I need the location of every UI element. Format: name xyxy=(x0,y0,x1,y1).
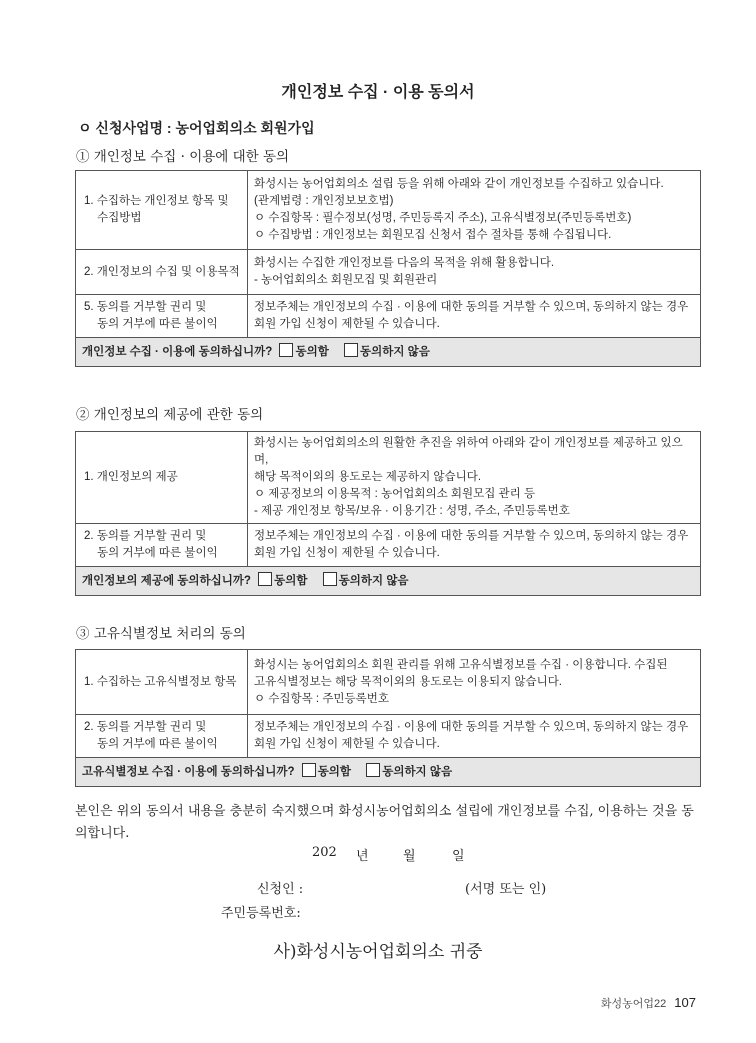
consent-question: 개인정보 수집 · 이용에 동의하십니까? 동의함 동의하지 않음 xyxy=(76,338,701,367)
disagree-label: 동의하지 않음 xyxy=(360,346,430,358)
row-content: 화성시는 수집한 개인정보를 다음의 목적을 위해 활용합니다. - 농어업회의소 회원모집 및 회원관리 xyxy=(248,250,701,295)
row-label: 2. 동의를 거부할 권리 및 동의 거부에 따른 불이익 xyxy=(76,524,248,567)
page-number: 107 xyxy=(674,995,696,1010)
agree-label: 동의함 xyxy=(295,346,329,358)
section-1-heading: ① 개인정보 수집 · 이용에 대한 동의 xyxy=(76,149,290,165)
section-1-table xyxy=(75,170,701,367)
table-row xyxy=(76,250,701,295)
disagree-label: 동의하지 않음 xyxy=(338,575,409,587)
section-2-heading: ② 개인정보의 제공에 관한 동의 xyxy=(76,407,264,423)
program-name-heading: ㅇ 신청사업명 : 농어업회의소 회원가입 xyxy=(78,120,315,136)
date-day-unit: 일 xyxy=(452,849,465,864)
consent-question-row xyxy=(76,567,701,596)
table-row xyxy=(76,295,701,338)
disagree-checkbox[interactable] xyxy=(344,343,358,357)
agree-checkbox[interactable] xyxy=(279,343,293,357)
publication-name: 화성농어업22 xyxy=(600,998,667,1010)
row-content: 화성시는 농어업회의소 회원 관리를 위해 고유식별정보를 수집 · 이용합니다. 수집된 고유식별정보는 해당 목적이외의 용도로는 이용되지 않습니다. ㅇ 수집항목 : 주민등록번호 xyxy=(248,650,701,715)
row-label: 5. 동의를 거부할 권리 및 동의 거부에 따른 불이익 xyxy=(76,295,248,338)
signature-note: (서명 또는 인) xyxy=(465,882,547,897)
table-row xyxy=(76,715,701,758)
consent-question: 개인정보의 제공에 동의하십니까? 동의함 동의하지 않음 xyxy=(76,567,701,596)
agree-label: 동의함 xyxy=(274,575,308,587)
disagree-checkbox[interactable] xyxy=(366,763,380,777)
disagree-label: 동의하지 않음 xyxy=(382,766,453,778)
addressee: 사)화성시농어업회의소 귀중 xyxy=(273,942,483,962)
document-title: 개인정보 수집 · 이용 동의서 xyxy=(281,84,475,101)
table-row xyxy=(76,524,701,567)
consent-question: 고유식별정보 수집 · 이용에 동의하십니까? 동의함 동의하지 않음 xyxy=(76,758,701,787)
agree-label: 동의함 xyxy=(317,766,352,778)
row-label: 2. 동의를 거부할 권리 및 동의 거부에 따른 불이익 xyxy=(76,715,248,758)
table-row xyxy=(76,171,701,250)
consent-question-row xyxy=(76,338,701,367)
date-month-unit: 월 xyxy=(403,849,416,864)
consent-question-row xyxy=(76,758,701,787)
agree-checkbox[interactable] xyxy=(302,763,316,777)
disagree-checkbox[interactable] xyxy=(323,572,337,586)
row-label: 1. 수집하는 개인정보 항목 및 수집방법 xyxy=(76,171,248,250)
row-content: 정보주체는 개인정보의 수집 · 이용에 대한 동의를 거부할 수 있으며, 동의하지 않는 경우 회원 가입 신청이 제한될 수 있습니다. xyxy=(248,295,701,338)
section-3-heading: ③ 고유식별정보 처리의 동의 xyxy=(76,626,246,642)
row-content: 화성시는 농어업회의소 설립 등을 위해 아래와 같이 개인정보를 수집하고 있습니다. (관계법령 : 개인정보보호법) ㅇ 수집항목 : 필수정보(성명, 주민등록지 주소), 고유식별정보(주민등록번호) ㅇ 수집방법 : 개인정보는 회원모집 신청서 접수 절차를 통해 수집됩니다. xyxy=(248,171,701,250)
row-content: 화성시는 농어업회의소의 원활한 추진을 위하여 아래와 같이 개인정보를 제공하고 있으며, 해당 목적이외의 용도로는 제공하지 않습니다. ㅇ 제공정보의 이용목적 : 농어업회의소 회원모집 관리 등 - 제공 개인정보 항목/보유 · 이용기간 : 성명, 주소, 주민등록번호 xyxy=(248,432,701,524)
row-content: 정보주체는 개인정보의 수집 · 이용에 대한 동의를 거부할 수 있으며, 동의하지 않는 경우 회원 가입 신청이 제한될 수 있습니다. xyxy=(248,715,701,758)
row-label: 1. 개인정보의 제공 xyxy=(76,432,248,524)
rrn-label: 주민등록번호: xyxy=(221,906,301,921)
section-3-table xyxy=(75,649,701,787)
row-label: 2. 개인정보의 수집 및 이용목적 xyxy=(76,250,248,295)
date-year: 202 xyxy=(312,845,337,860)
section-2-table xyxy=(75,431,701,596)
row-label: 1. 수집하는 고유식별정보 항목 xyxy=(76,650,248,715)
applicant-label: 신청인 : xyxy=(257,882,304,897)
table-row xyxy=(76,432,701,524)
table-row xyxy=(76,650,701,715)
agree-checkbox[interactable] xyxy=(258,572,272,586)
date-year-unit: 년 xyxy=(356,849,369,864)
page-footer xyxy=(601,995,696,1011)
row-content: 정보주체는 개인정보의 수집 · 이용에 대한 동의를 거부할 수 있으며, 동의하지 않는 경우 회원 가입 신청이 제한될 수 있습니다. xyxy=(248,524,701,567)
consent-statement: 본인은 위의 동의서 내용을 충분히 숙지했으며 화성시농어업회의소 설립에 개인정보를 수집, 이용하는 것을 동의합니다. xyxy=(75,804,694,841)
